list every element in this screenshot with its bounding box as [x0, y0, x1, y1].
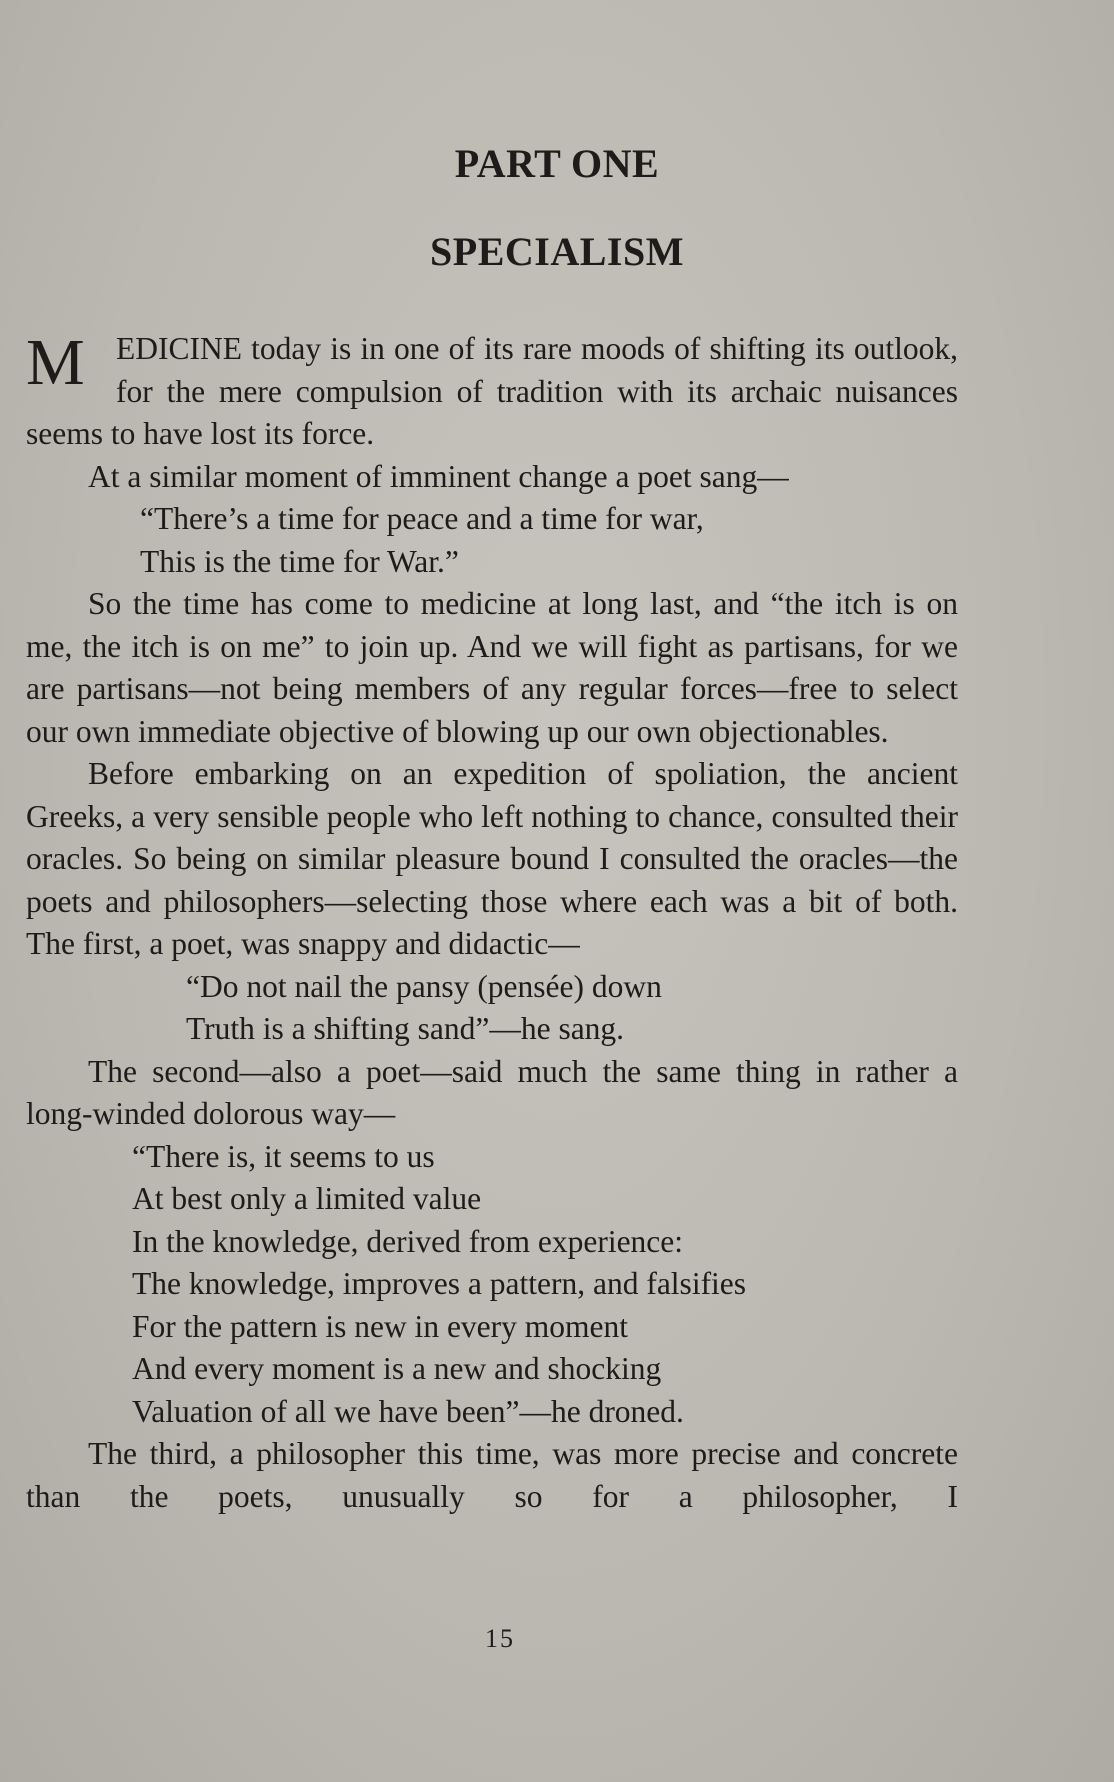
paragraph-2: At a similar moment of imminent change a poet sang—: [88, 458, 789, 494]
verse-quote-3: [26, 1136, 958, 1434]
paragraph-5: The second—also a poet—said much the same thing in rather a long-winded dolorous way—: [26, 1053, 958, 1131]
chapter-title: SPECIALISM: [430, 229, 684, 274]
body-text: [26, 328, 958, 1518]
verse-line: And every moment is a new and shocking: [132, 1351, 662, 1386]
verse-line: At best only a limited value: [132, 1181, 482, 1216]
opening-text: EDICINE today is in one of its rare moods of shifting its outlook, for the mere compulsion of tradition with its archaic nuisances seems to have lost its force.: [26, 331, 958, 451]
paragraph-6: The third, a philosopher this time, was more precise and concrete than the poets, unusually so for a philosopher, I: [26, 1436, 958, 1514]
verse-line: “Do not nail the pansy (pensée) down: [186, 968, 662, 1004]
verse-line: The knowledge, improves a pattern, and falsifies: [132, 1266, 747, 1301]
drop-cap: M: [26, 326, 85, 399]
verse-line: This is the time for War.”: [140, 543, 459, 579]
verse-line: “There’s a time for peace and a time for war,: [140, 501, 704, 536]
verse-quote-2: [26, 966, 958, 1051]
verse-line: In the knowledge, derived from experience:: [132, 1223, 684, 1259]
verse-line: “There is, it seems to us: [132, 1138, 435, 1174]
verse-line: Valuation of all we have been”—he droned.: [132, 1393, 684, 1429]
part-title: PART ONE: [454, 141, 660, 186]
opening-paragraph: [26, 328, 958, 456]
paragraph-3: So the time has come to medicine at long last, and “the itch is on me, the itch is on me” to join up. And we will fight as partisans, for we are partisans—not being members of any regular forces—free to select our own immediate objective of blowing up our own objectionables.: [26, 586, 958, 749]
verse-line: Truth is a shifting sand”—he sang.: [186, 1011, 625, 1046]
verse-quote-1: [26, 498, 958, 583]
page-number: 15: [485, 1624, 515, 1653]
paragraph-4: Before embarking on an expedition of spoliation, the ancient Greeks, a very sensible people who left nothing to chance, consulted their oracles. So being on similar pleasure bound I consulted the oracles—the poets and philosophers—selecting those where each was a bit of both. The first, a poet, was snappy and didactic—: [26, 756, 958, 961]
verse-line: For the pattern is new in every moment: [132, 1308, 629, 1344]
